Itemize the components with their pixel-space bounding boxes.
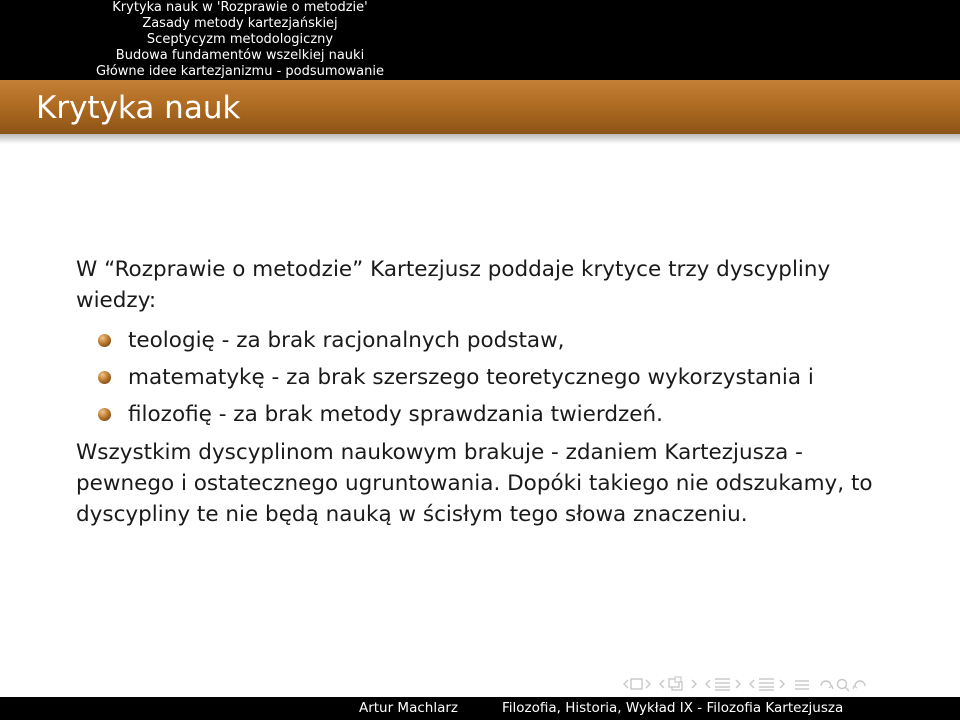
footer-author: Artur Machlarz [0,697,480,720]
nav-back-icon[interactable] [792,676,812,692]
header-right-panel [480,0,960,80]
intro-paragraph: W “Rozprawie o metodzie” Kartezjusz poddaje krytyce trzy dyscypliny wiedzy: [76,257,831,313]
header-bar [0,0,960,80]
discipline-list [76,322,906,433]
ball-bullet-icon [98,408,111,421]
section-link-glowne-idee[interactable]: Główne idee kartezjanizmu - podsumowanie [96,64,384,79]
list-item [76,396,906,433]
nav-section-icon[interactable] [704,676,742,692]
nav-subsection-icon[interactable] [658,676,698,692]
navigation-symbols [622,674,874,694]
section-link-zasady-metody[interactable]: Zasady metody kartezjańskiej [142,16,338,31]
frame-title-bar [0,80,960,134]
footer-bar [0,697,960,720]
section-navigation [0,0,480,80]
title-bar-shadow [0,134,960,144]
list-item-text: teologię - za brak racjonalnych podstaw, [128,328,565,353]
ball-bullet-icon [98,371,111,384]
section-link-krytyka-nauk[interactable]: Krytyka nauk w 'Rozprawie o metodzie' [112,0,368,15]
nav-search-icon[interactable] [818,676,868,692]
ball-bullet-icon [98,334,111,347]
section-link-sceptycyzm[interactable]: Sceptycyzm metodologiczny [146,32,334,47]
slide-content [76,254,906,530]
nav-document-icon[interactable] [748,676,786,692]
closing-paragraph: Wszystkim dyscyplinom naukowym brakuje - zdaniem Kartezjusza - pewnego i ostatecznego ugruntowania. Dopóki takiego nie odszukamy, to dyscypliny te nie będą nauką w ścisłym tego słowa znaczeniu. [76,440,873,527]
list-item-text: filozofię - za brak metody sprawdzania twierdzeń. [128,402,663,427]
list-item [76,322,906,359]
section-link-budowa-fundamentow[interactable]: Budowa fundamentów wszelkiej nauki [115,48,365,63]
list-item-text: matematykę - za brak szerszego teoretycznego wykorzystania i [128,365,814,390]
footer-title: Filozofia, Historia, Wykład IX - Filozofia Kartezjusza [480,697,960,720]
frame-title: Krytyka nauk [36,90,241,126]
list-item [76,359,906,396]
nav-frame-icon[interactable] [622,676,652,692]
